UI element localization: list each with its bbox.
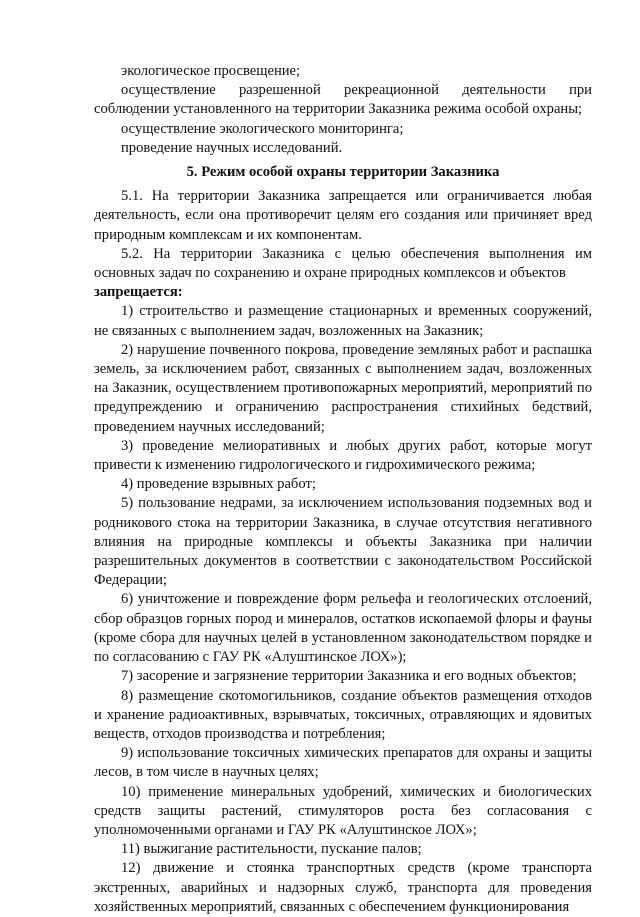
prohibition-item: 8) размещение скотомогильников, создание объектов размещения отходов и хранение радиоактивных, взрывчатых, токсичных, отравляющих и ядовитых веществ, отходов производства и потребления; <box>94 687 592 742</box>
prohibition-item: 1) строительство и размещение стационарных и временных сооружений, не связанных с выполнением задач, возложенных на Заказник; <box>94 303 592 339</box>
list-item: осуществление разрешенной рекреационной деятельности при соблюдении установленного на территории Заказника режима особой охраны; <box>94 82 592 118</box>
prohibition-item: 4) проведение взрывных работ; <box>121 476 316 493</box>
prohibition-item: 3) проведение мелиоративных и любых других работ, которые могут привести к изменению гидрологического и гидрохимического режима; <box>94 437 592 474</box>
list-item: осуществление экологического мониторинга; <box>121 120 404 137</box>
prohibition-item: 5) пользование недрами, за исключением использования подземных вод и родникового стока на территории Заказника, в случае отсутствия негативного влияния на природные комплексы и объекты Заказника при наличии разрешительных документов в соответствии с законодательством Российской Федерации; <box>94 495 592 589</box>
prohibition-item: 11) выжигание растительности, пускание палов; <box>121 841 422 858</box>
prohibition-item: 6) уничтожение и повреждение форм рельефа и геологических отслоений, сбор образцов горных пород и минералов, остатков ископаемой флоры и фауны (кроме сбора для научных целей в установленном законодательством порядке и по согласованию с ГАУ РК «Алуштинское ЛОХ»); <box>94 591 592 666</box>
prohibition-item: 10) применение минеральных удобрений, химических и биологических средств защиты растений, стимуляторов роста без согласования с уполномоченными органами и ГАУ РК «Алуштинское ЛОХ»; <box>94 783 592 838</box>
prohibition-item: 9) использование токсичных химических препаратов для охраны и защиты лесов, в том числе в научных целях; <box>94 745 592 781</box>
list-item: проведение научных исследований. <box>121 139 343 156</box>
section-title: 5. Режим особой охраны территории Заказника <box>186 164 500 181</box>
list-item: экологическое просвещение; <box>121 63 301 79</box>
clause-5-2: 5.2. На территории Заказника с целью обеспечения выполнения им основных задач по сохранению и охране природных комплексов и объектов <box>94 245 592 282</box>
clause-5-1: 5.1. На территории Заказника запрещается или ограничивается любая деятельность, если она противоречит целям его создания или причиняет вред природным комплексам и их компонентам. <box>94 188 592 243</box>
prohibited-label: запрещается: <box>94 284 183 301</box>
prohibition-item: 12) движение и стоянка транспортных средств (кроме транспорта экстренных, аварийных и надзорных служб, транспорта для проведения хозяйственных мероприятий, связанных с обеспечением функционирования <box>94 860 592 915</box>
prohibition-item: 7) засорение и загрязнение территории Заказника и его водных объектов; <box>121 668 577 685</box>
prohibition-item: 2) нарушение почвенного покрова, проведение земляных работ и распашка земель, за исключением работ, связанных с выполнением задач, возложенных на Заказник, осуществлением противопожарных мероприятий, мероприятий по предупреждению и ограничению распространения стихийных бедствий, проведением научных исследований; <box>94 341 592 435</box>
